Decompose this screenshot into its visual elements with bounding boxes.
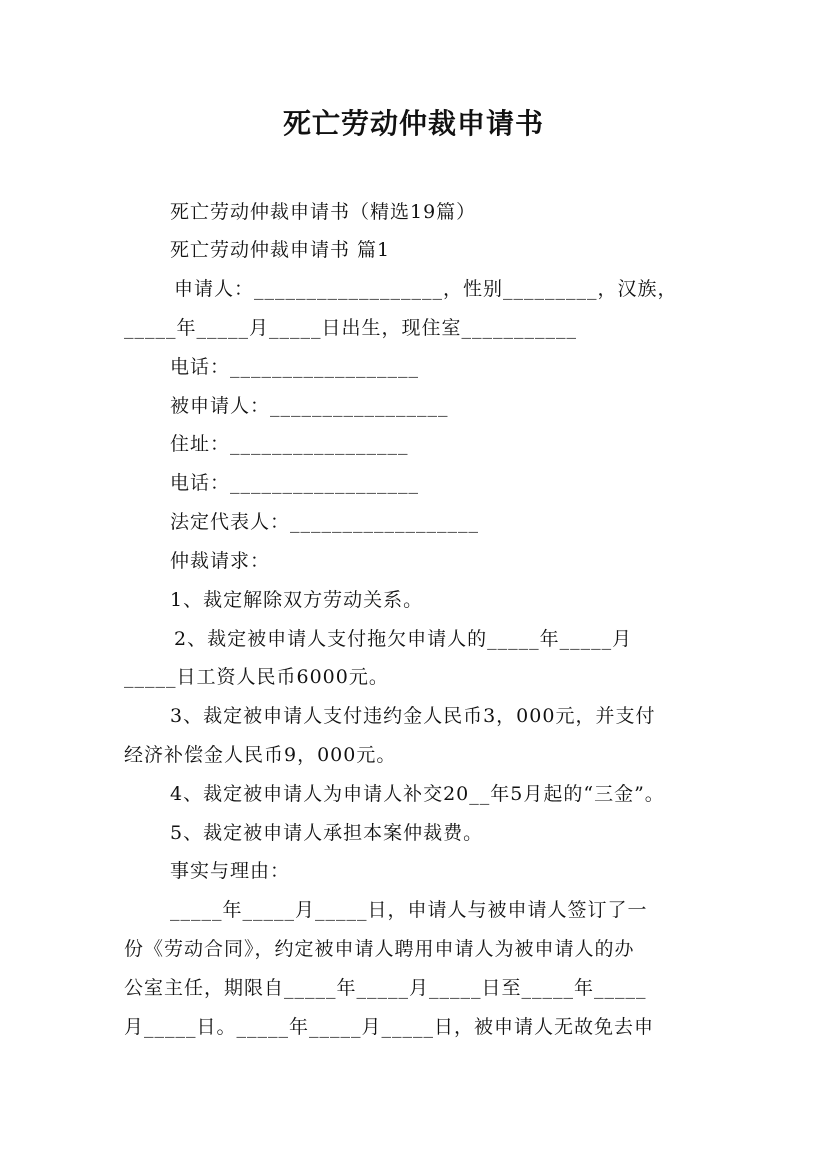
- respondent-address-line: 住址：_________________: [170, 433, 409, 455]
- request-item: 2、裁定被申请人支付拖欠申请人的_____年_____月: [174, 628, 633, 650]
- request-item: 1、裁定解除双方劳动关系。: [170, 589, 424, 611]
- respondent-line: 被申请人：_________________: [170, 395, 449, 417]
- subtitle-line: 死亡劳动仲裁申请书（精选19篇）: [170, 201, 477, 223]
- request-item: 5、裁定被申请人承担本案仲裁费。: [170, 822, 484, 844]
- applicant-line: 申请人：__________________，性别_________，汉族，: [174, 278, 678, 300]
- applicant-phone-line: 电话：__________________: [170, 356, 420, 378]
- respondent-phone-line: 电话：__________________: [170, 472, 420, 494]
- section-heading: 死亡劳动仲裁申请书 篇1: [170, 239, 391, 261]
- request-item-continued: 经济补偿金人民币9，000元。: [124, 744, 397, 766]
- facts-paragraph-line: 份《劳动合同》，约定被申请人聘用申请人为被申请人的办: [124, 938, 635, 960]
- request-item: 4、裁定被申请人为申请人补交20__年5月起的“三金”。: [170, 783, 665, 805]
- facts-paragraph-line: 月_____日。_____年_____月_____日，被申请人无故免去申: [124, 1016, 655, 1038]
- legal-representative-line: 法定代表人：__________________: [170, 511, 480, 533]
- arbitration-requests-heading: 仲裁请求：: [170, 550, 271, 572]
- facts-paragraph-line: _____年_____月_____日，申请人与被申请人签订了一: [170, 899, 648, 921]
- facts-paragraph-line: 公室主任，期限自_____年_____月_____日至_____年_____: [124, 977, 647, 999]
- request-item: 3、裁定被申请人支付违约金人民币3，000元，并支付: [170, 705, 656, 727]
- document-title: 死亡劳动仲裁申请书: [282, 107, 544, 140]
- birth-address-line: _____年_____月_____日出生，现住室___________: [124, 317, 578, 339]
- facts-reasons-heading: 事实与理由：: [170, 860, 291, 882]
- request-item-continued: _____日工资人民币6000元。: [124, 666, 389, 688]
